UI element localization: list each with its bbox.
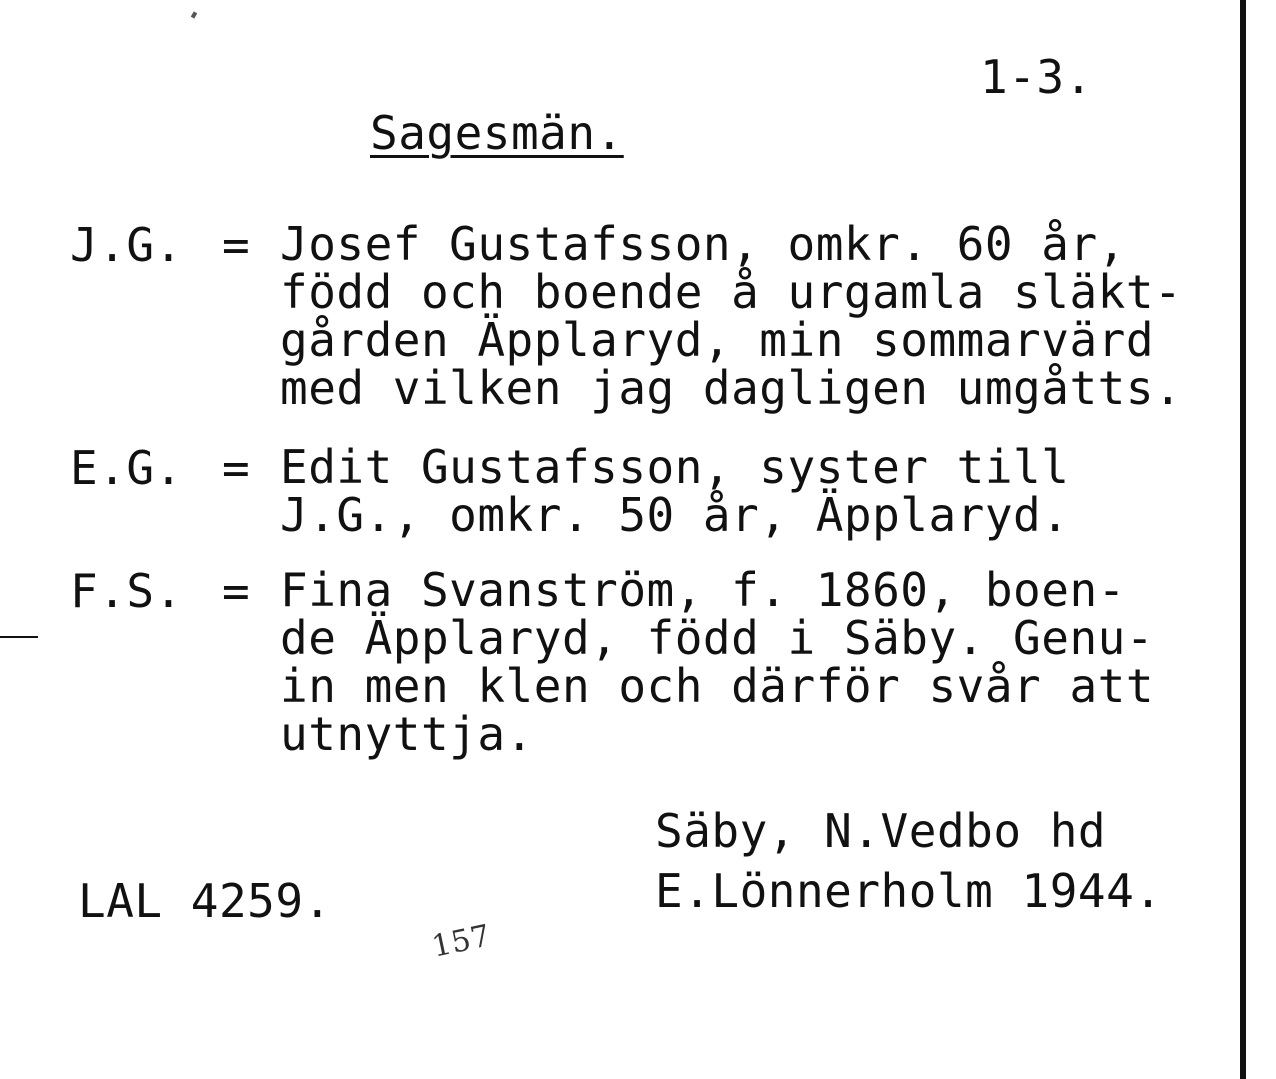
entry-line: född och boende å urgamla släkt- <box>280 265 1183 319</box>
informant-entry <box>280 440 1070 542</box>
page-number: 1-3. <box>980 50 1093 104</box>
author-line: E.Lönnerholm 1944. <box>655 864 1163 918</box>
archive-number: LAL 4259. <box>78 874 332 928</box>
informant-abbr: F.S. <box>70 564 183 618</box>
informant-abbr: E.G. <box>70 441 183 495</box>
entry-line: in men klen och därför svår att <box>280 659 1155 713</box>
ink-speck <box>191 11 197 18</box>
entry-line: de Äpplaryd, född i Säby. Genu- <box>280 611 1155 665</box>
entry-line: Edit Gustafsson, syster till <box>280 440 1070 494</box>
entry-line: Fina Svanström, f. 1860, boen- <box>280 563 1126 617</box>
handwritten-note: 157 <box>428 918 494 965</box>
informant-abbr: J.G. <box>70 218 183 272</box>
page-title: Sagesmän. <box>370 106 624 160</box>
equals-sign: = <box>222 564 251 618</box>
entry-line: Josef Gustafsson, omkr. 60 år, <box>280 217 1126 271</box>
equals-sign: = <box>222 218 251 272</box>
entry-line: utnyttja. <box>280 707 534 761</box>
equals-sign: = <box>222 441 251 495</box>
place-line: Säby, N.Vedbo hd <box>655 804 1107 858</box>
card-edge-line <box>1240 0 1246 1079</box>
informant-entry <box>280 217 1183 415</box>
margin-tick-line <box>0 636 38 638</box>
informant-entry <box>280 563 1155 761</box>
entry-line: med vilken jag dagligen umgåtts. <box>280 361 1183 415</box>
entry-line: gården Äpplaryd, min sommarvärd <box>280 313 1155 367</box>
entry-line: J.G., omkr. 50 år, Äpplaryd. <box>280 488 1070 542</box>
